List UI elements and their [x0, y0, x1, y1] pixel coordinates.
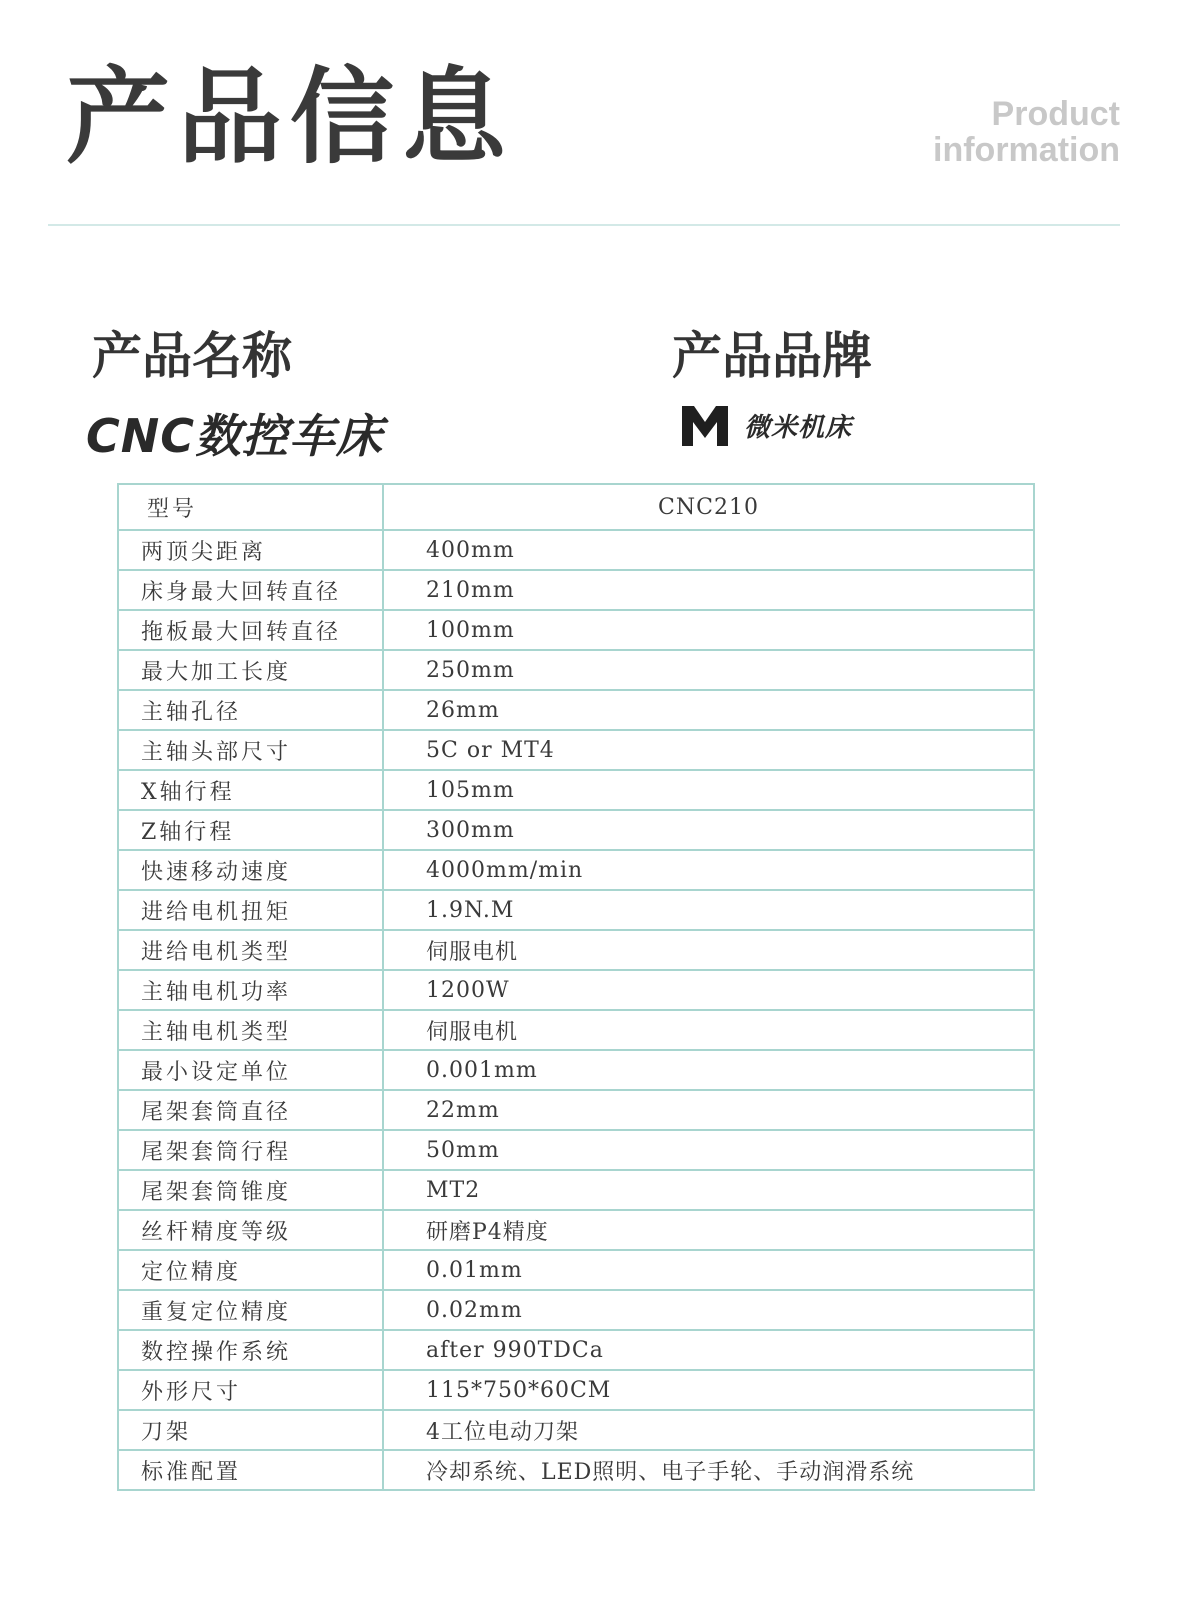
- spec-value: 50mm: [383, 1130, 1034, 1170]
- spec-row: [118, 1170, 1034, 1210]
- spec-row: [118, 1050, 1034, 1090]
- spec-value: 0.02mm: [383, 1290, 1034, 1330]
- spec-value: 0.01mm: [383, 1250, 1034, 1290]
- spec-label: 重复定位精度: [118, 1290, 383, 1330]
- spec-value: 115*750*60CM: [383, 1370, 1034, 1410]
- spec-label: 两顶尖距离: [118, 530, 383, 570]
- product-brand-heading: 产品品牌: [672, 327, 872, 385]
- product-name-heading: 产品名称: [92, 327, 292, 385]
- spec-row: [118, 1290, 1034, 1330]
- spec-row: [118, 1130, 1034, 1170]
- spec-label: 数控操作系统: [118, 1330, 383, 1370]
- spec-row: [118, 850, 1034, 890]
- brand-logo-icon: [680, 402, 730, 448]
- spec-value: 250mm: [383, 650, 1034, 690]
- spec-row: [118, 970, 1034, 1010]
- page-subtitle-line2: information: [933, 131, 1120, 169]
- spec-value: 105mm: [383, 770, 1034, 810]
- spec-label: 拖板最大回转直径: [118, 610, 383, 650]
- spec-label: 主轴电机类型: [118, 1010, 383, 1050]
- spec-value: 伺服电机: [383, 930, 1034, 970]
- page-subtitle: [933, 96, 1120, 168]
- spec-row: [118, 1370, 1034, 1410]
- page-subtitle-line1: Product: [991, 95, 1120, 133]
- spec-row: [118, 1450, 1034, 1490]
- spec-row: [118, 570, 1034, 610]
- spec-value: 1.9N.M: [383, 890, 1034, 930]
- spec-row: [118, 530, 1034, 570]
- spec-row: [118, 1090, 1034, 1130]
- spec-row: [118, 1250, 1034, 1290]
- spec-label: 尾架套筒锥度: [118, 1170, 383, 1210]
- spec-row: [118, 1010, 1034, 1050]
- spec-label: 刀架: [118, 1410, 383, 1450]
- spec-label: 最大加工长度: [118, 650, 383, 690]
- spec-value: 4000mm/min: [383, 850, 1034, 890]
- spec-value: 研磨P4精度: [383, 1210, 1034, 1250]
- spec-label: Z轴行程: [118, 810, 383, 850]
- spec-label: 主轴电机功率: [118, 970, 383, 1010]
- spec-value: 4工位电动刀架: [383, 1410, 1034, 1450]
- spec-table: [117, 483, 1035, 1491]
- spec-label: 进给电机扭矩: [118, 890, 383, 930]
- product-name: CNC数控车床: [86, 409, 384, 463]
- spec-label: 进给电机类型: [118, 930, 383, 970]
- spec-row: [118, 690, 1034, 730]
- spec-value: 400mm: [383, 530, 1034, 570]
- spec-row: [118, 610, 1034, 650]
- spec-header-value: CNC210: [383, 484, 1034, 530]
- spec-value: 210mm: [383, 570, 1034, 610]
- spec-row: [118, 1210, 1034, 1250]
- spec-label: 床身最大回转直径: [118, 570, 383, 610]
- spec-row: [118, 810, 1034, 850]
- spec-value: 1200W: [383, 970, 1034, 1010]
- spec-value: 伺服电机: [383, 1010, 1034, 1050]
- spec-value: 300mm: [383, 810, 1034, 850]
- spec-value: 100mm: [383, 610, 1034, 650]
- brand-block: [680, 400, 852, 450]
- spec-label: X轴行程: [118, 770, 383, 810]
- spec-label: 外形尺寸: [118, 1370, 383, 1410]
- spec-header-row: [118, 484, 1034, 530]
- spec-row: [118, 730, 1034, 770]
- spec-row: [118, 1410, 1034, 1450]
- spec-value: after 990TDCa: [383, 1330, 1034, 1370]
- spec-row: [118, 930, 1034, 970]
- spec-value: 冷却系统、LED照明、电子手轮、手动润滑系统: [383, 1450, 1034, 1490]
- spec-value: 26mm: [383, 690, 1034, 730]
- spec-label: 主轴头部尺寸: [118, 730, 383, 770]
- spec-value: 5C or MT4: [383, 730, 1034, 770]
- spec-value: 22mm: [383, 1090, 1034, 1130]
- brand-name: 微米机床: [744, 412, 853, 443]
- page-title: 产品信息: [66, 56, 515, 178]
- spec-label: 主轴孔径: [118, 690, 383, 730]
- spec-header-label: 型号: [118, 484, 383, 530]
- spec-value: MT2: [383, 1170, 1034, 1210]
- spec-label: 标准配置: [118, 1450, 383, 1490]
- spec-label: 尾架套筒直径: [118, 1090, 383, 1130]
- header-divider: [48, 224, 1120, 226]
- spec-row: [118, 890, 1034, 930]
- spec-label: 定位精度: [118, 1250, 383, 1290]
- spec-row: [118, 770, 1034, 810]
- spec-label: 快速移动速度: [118, 850, 383, 890]
- spec-value: 0.001mm: [383, 1050, 1034, 1090]
- spec-label: 丝杆精度等级: [118, 1210, 383, 1250]
- spec-row: [118, 1330, 1034, 1370]
- spec-row: [118, 650, 1034, 690]
- spec-label: 最小设定单位: [118, 1050, 383, 1090]
- spec-label: 尾架套筒行程: [118, 1130, 383, 1170]
